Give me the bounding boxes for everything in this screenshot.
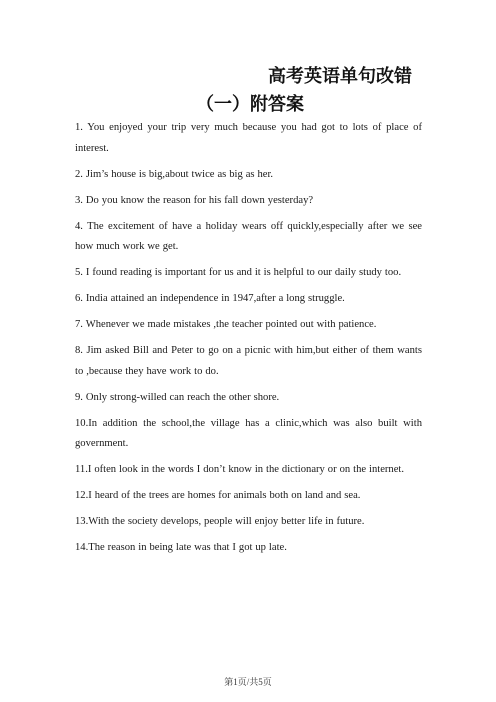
exercise-item-3: 3. Do you know the reason for his fall down yesterday?	[75, 194, 314, 206]
exercise-item-5: 5. I found reading is important for us and it is helpful to our daily study too.	[75, 267, 402, 279]
document-subtitle: （一）附答案	[196, 94, 304, 115]
exercise-item-13: 13.With the society develops, people will enjoy better life in future.	[75, 516, 365, 528]
exercise-list	[75, 118, 422, 564]
exercise-item-8: 8. Jim asked Bill and Peter to go on a picnic with him,but either of them wants to ,because they have work to do.	[75, 345, 422, 377]
exercise-item-10: 10.In addition the school,the village has a clinic,which was also built with government.	[75, 417, 422, 450]
exercise-item-2: 2. Jim’s house is big,about twice as big as her.	[75, 168, 274, 180]
exercise-item-9: 9. Only strong-willed can reach the other shore.	[75, 391, 280, 403]
exercise-item-6: 6. India attained an independence in 1947,after a long struggle.	[75, 293, 345, 305]
exercise-item-11: 11.I often look in the words I don’t know in the dictionary or on the internet.	[75, 464, 405, 476]
exercise-item-14: 14.The reason in being late was that I got up late.	[75, 542, 287, 554]
exercise-item-12: 12.I heard of the trees are homes for animals both on land and sea.	[75, 490, 361, 502]
exercise-item-7: 7. Whenever we made mistakes ,the teacher pointed out with patience.	[75, 319, 377, 331]
exercise-item-4: 4. The excitement of have a holiday wears off quickly,especially after we see how much work we get.	[75, 220, 422, 253]
exercise-item-1: 1. You enjoyed your trip very much because you had got to lots of place of interest.	[75, 122, 422, 154]
page-number: 第1页/共5页	[224, 677, 272, 687]
document-title: 高考英语单句改错	[268, 66, 412, 87]
